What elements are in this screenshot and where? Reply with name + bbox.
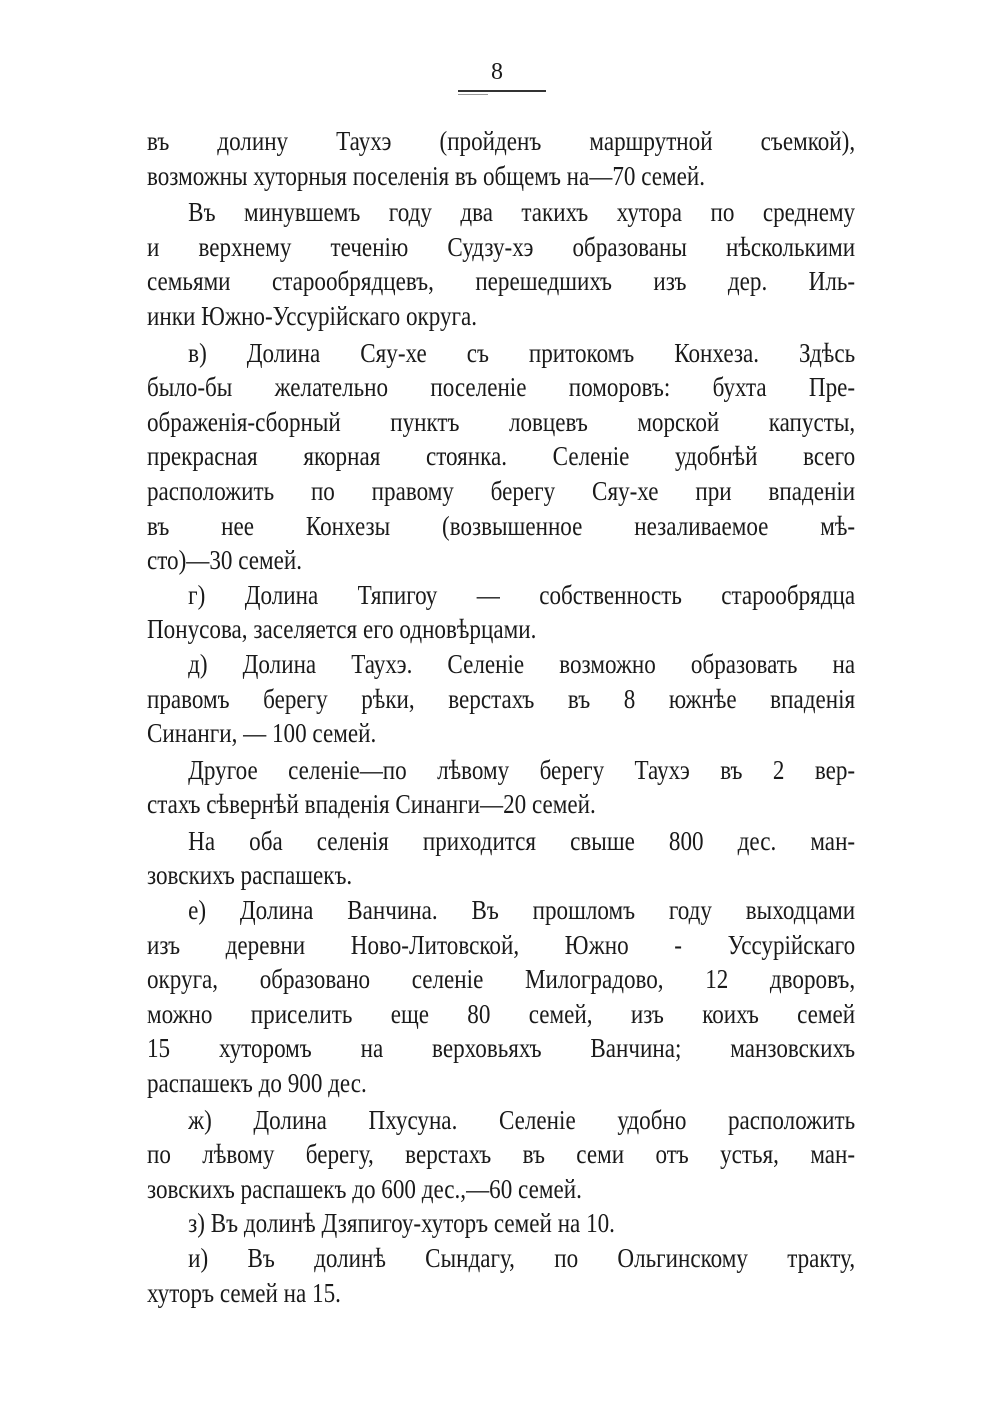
text-line: изъ деревни Ново-Литовской, Южно - Уссурійскаго bbox=[147, 928, 856, 960]
paragraph-item-e bbox=[147, 893, 855, 1101]
text-line: прекрасная якорная стоянка. Селеніе удобнѣй всего bbox=[147, 440, 856, 472]
paragraph-other-settlement bbox=[147, 753, 855, 822]
text-line: правомъ берегу рѣки, верстахъ въ 8 южнѣе впаденія bbox=[147, 682, 856, 714]
text-line: Синанги, — 100 семей. bbox=[147, 717, 377, 749]
text-line: округа, образовано селеніе Милоградово, 12 дворовъ, bbox=[147, 963, 856, 995]
text-line: На оба селенія приходится свыше 800 дес. ман- bbox=[188, 824, 856, 856]
text-line: ж) Долина Пхусуна. Селеніе удобно расположить bbox=[188, 1103, 856, 1135]
text-line: семьями старообрядцевъ, перешедшихъ изъ дер. Иль- bbox=[147, 265, 856, 297]
text-line: зовскихъ распашекъ. bbox=[147, 859, 353, 891]
text-line: въ нее Конхезы (возвышенное незаливаемое мѣ- bbox=[147, 509, 856, 541]
paragraph-item-zh bbox=[147, 1103, 855, 1207]
paragraph-item-z bbox=[147, 1206, 855, 1241]
text-line: стахъ сѣвернѣй впаденія Синанги—20 семей. bbox=[147, 788, 596, 820]
text-line: в) Долина Сяу-хе съ притокомъ Конхеза. Здѣсь bbox=[188, 336, 856, 368]
text-line: ображенія-сборный пунктъ ловцевъ морской капусты, bbox=[147, 405, 856, 437]
body-text bbox=[147, 124, 855, 1310]
text-line: и) Въ долинѣ Сындагу, по Ольгинскому тракту, bbox=[188, 1242, 856, 1273]
text-line: распашекъ до 900 дес. bbox=[147, 1067, 367, 1099]
text-line: и верхнему теченію Судзу-хэ образованы нѣсколькими bbox=[147, 230, 856, 262]
text-line: расположить по правому берегу Сяу-хе при впаденіи bbox=[147, 474, 856, 506]
page-number bbox=[0, 58, 1000, 86]
paragraph-item-g bbox=[147, 578, 855, 647]
text-line: въ долину Таухэ (пройденъ маршрутной съемкой), bbox=[147, 125, 856, 156]
paragraph-item-v bbox=[147, 336, 855, 578]
text-line: Другое селеніе—по лѣвому берегу Таухэ въ 2 вер- bbox=[188, 753, 856, 785]
text-line: сто)—30 семей. bbox=[147, 544, 303, 576]
text-line: можно приселить еще 80 семей, изъ коихъ семей bbox=[147, 997, 856, 1029]
paragraph-continuation bbox=[147, 124, 855, 193]
text-line: хуторъ семей на 15. bbox=[147, 1276, 341, 1308]
text-line: д) Долина Таухэ. Селеніе возможно образовать на bbox=[188, 647, 856, 679]
text-line: г) Долина Тяпигоу — собственность старообрядца bbox=[188, 578, 856, 610]
header-rule-shadow bbox=[458, 94, 488, 95]
text-line: Понусова, заселяется его одновѣрцами. bbox=[147, 613, 537, 645]
paragraph-item-d bbox=[147, 647, 855, 751]
paragraph-item-i bbox=[147, 1241, 855, 1310]
text-line: возможны хуторныя поселенія въ общемъ на—70 семей. bbox=[147, 159, 706, 191]
text-line: 15 хуторомъ на верховьяхъ Ванчина; манзовскихъ bbox=[147, 1032, 856, 1064]
header-rule bbox=[458, 90, 546, 92]
text-line: инки Южно-Уссурійскаго округа. bbox=[147, 299, 478, 331]
text-line: е) Долина Ванчина. Въ прошломъ году выходцами bbox=[188, 894, 856, 926]
text-line: Въ минувшемъ году два такихъ хутора по среднему bbox=[188, 196, 856, 228]
text-line: по лѣвому берегу, верстахъ въ семи отъ устья, ман- bbox=[147, 1138, 856, 1170]
paragraph-khutors bbox=[147, 195, 855, 333]
page-number-text: 8 bbox=[491, 59, 503, 85]
paragraph-both-settlements bbox=[147, 824, 855, 893]
text-line: было-бы желательно поселеніе поморовъ: бухта Пре- bbox=[147, 371, 856, 403]
text-line: з) Въ долинѣ Дзяпигоу-хуторъ семей на 10. bbox=[188, 1207, 615, 1239]
text-line: зовскихъ распашекъ до 600 дес.,—60 семей. bbox=[147, 1172, 582, 1204]
